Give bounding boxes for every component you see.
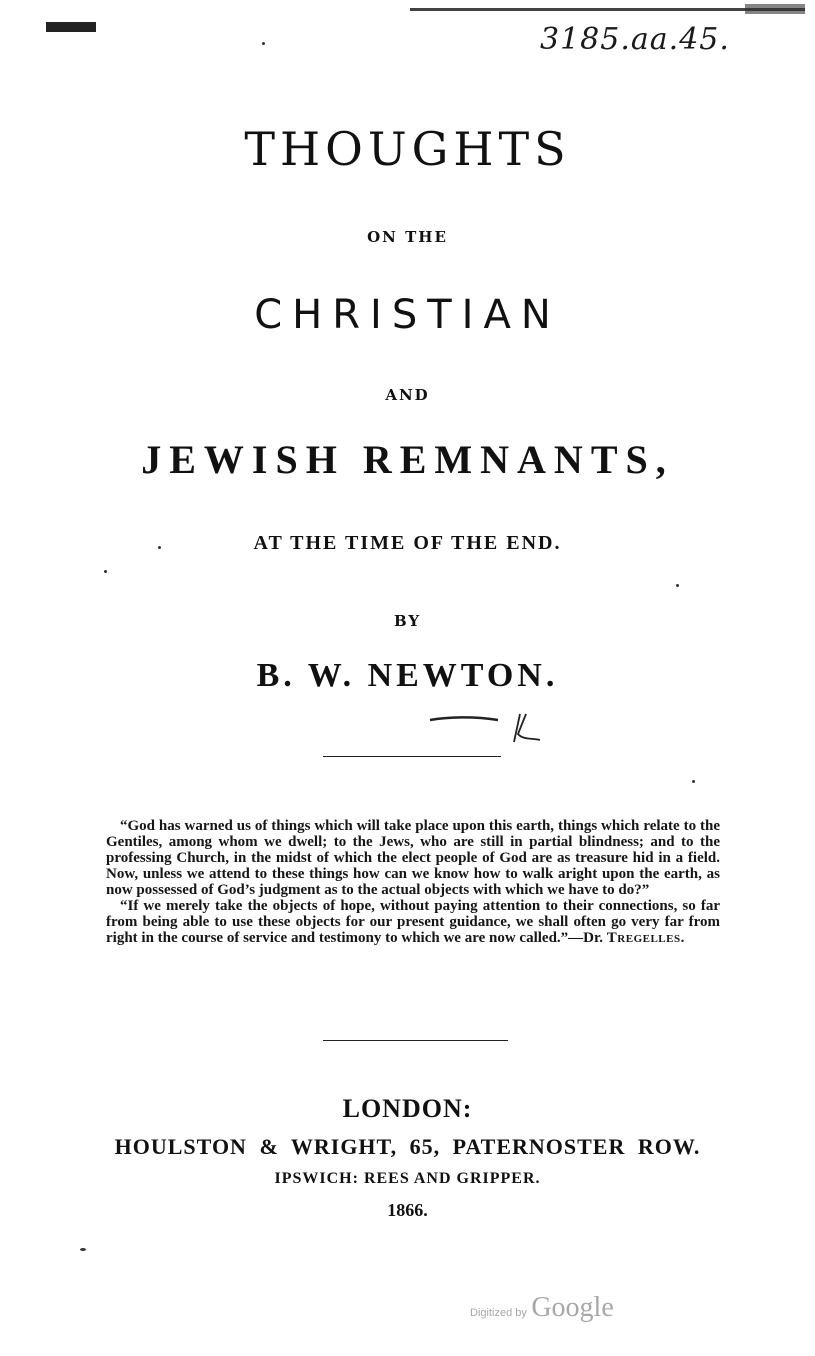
- imprint-city: LONDON:: [342, 1094, 473, 1123]
- byline-by: BY: [393, 612, 422, 630]
- handwritten-mark-icon: [428, 712, 543, 752]
- google-watermark: [470, 1292, 650, 1324]
- paper-speck: [676, 584, 679, 587]
- title-on-the: ON THE: [367, 228, 448, 246]
- epigraph-paragraph-2-text: “If we merely take the objects of hope, without paying attention to their connections, so far from being able to use these objects for our present guidance, we shall often go very far from right in the course of service and testimony to which we are now called.”—Dr.: [106, 898, 720, 946]
- top-corner-smudge: [745, 4, 805, 14]
- paper-speck: [104, 570, 107, 573]
- paper-speck: [692, 780, 695, 783]
- title-time-of-end: AT THE TIME OF THE END.: [253, 532, 562, 554]
- imprint-year: 1866.: [387, 1200, 428, 1220]
- imprint-publisher: HOULSTON & WRIGHT, 65, PATERNOSTER ROW.: [114, 1134, 701, 1159]
- library-shelfmark: 3185.aa.45.: [540, 22, 730, 57]
- author-name: B. W. NEWTON.: [256, 657, 559, 694]
- epigraph-attribution: Tregelles.: [606, 930, 685, 946]
- paper-speck: [262, 42, 265, 45]
- epigraph-paragraph-2: [106, 898, 720, 946]
- title-christian: CHRISTIAN: [254, 292, 561, 338]
- title-jewish-remnants: JEWISH REMNANTS,: [141, 437, 674, 482]
- paper-speck: [80, 1248, 86, 1251]
- divider-rule: [323, 756, 501, 757]
- epigraph: [106, 818, 720, 946]
- divider-rule: [323, 1040, 508, 1041]
- paper-speck: [158, 546, 161, 549]
- title-and: AND: [385, 386, 430, 404]
- corner-ink-mark: [46, 22, 96, 32]
- title-thoughts: THOUGHTS: [244, 122, 571, 176]
- imprint-ipswich: IPSWICH: REES AND GRIPPER.: [274, 1170, 541, 1187]
- google-logo: Google: [531, 1292, 614, 1323]
- epigraph-paragraph-1: “God has warned us of things which will take place upon this earth, things which relate to the Gentiles, among whom we dwell; to the Jews, who are still in partial blindness; and to the professing Church, in the midst of which the elect people of God are as treasure hid in a field. Now, unless we attend to these things how can we know how to walk aright upon the earth, as now possessed of God’s judgment as to the actual objects with which we have to do?”: [106, 818, 720, 898]
- watermark-digitized-by: Digitized by: [470, 1307, 527, 1319]
